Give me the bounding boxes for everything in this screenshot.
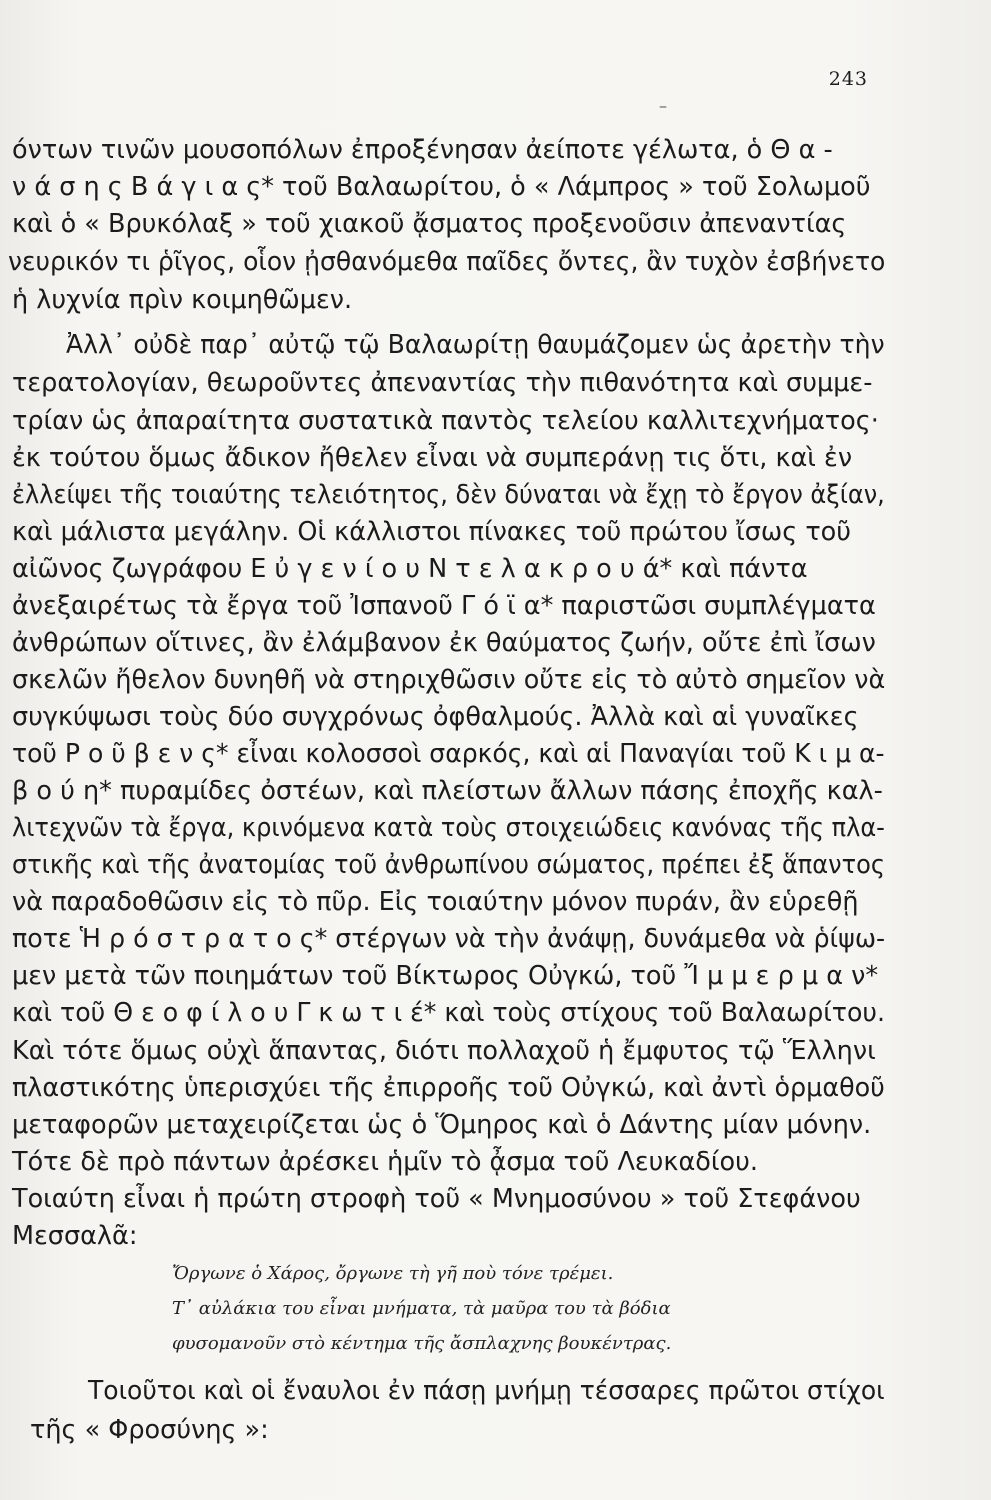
poem-line: Ὄργωνε ὁ Χάρος, ὄργωνε τὴ γῆ ποὺ τόνε τρέμει. (172, 1263, 614, 1284)
text-line: Μεσσαλᾶ: (12, 1221, 138, 1251)
poem-line: φυσομανοῦν στὸ κέντημα τῆς ἄσπλαχνης βουκέντρας. (172, 1333, 672, 1354)
text-line: μεταφορῶν μεταχειρίζεται ὡς ὁ Ὅμηρος καὶ ὁ Δάντης μίαν μόνην. (12, 1110, 872, 1140)
text-line: καὶ μάλιστα μεγάλην. Οἱ κάλλιστοι πίνακες τοῦ πρώτου ἴσως τοῦ (12, 517, 852, 547)
text-line: λιτεχνῶν τὰ ἔργα, κρινόμενα κατὰ τοὺς στοιχειώδεις κανόνας τῆς πλα- (12, 813, 885, 843)
text-line: τοῦ Ρ ο ῦ β ε ν ς* εἶναι κολοσσοὶ σαρκός, καὶ αἱ Παναγίαι τοῦ Κ ι μ α- (12, 739, 885, 769)
text-line: Τοιοῦτοι καὶ οἱ ἔναυλοι ἐν πάσῃ μνήμῃ τέσσαρες πρῶτοι στίχοι (88, 1376, 885, 1406)
poem-line: Τ᾽ αὐλάκια του εἶναι μνήματα, τὰ μαῦρα του τὰ βόδια (172, 1298, 671, 1319)
text-line: συγκύψωσι τοὺς δύο συγχρόνως ὀφθαλμούς. Ἀλλὰ καὶ αἱ γυναῖκες (12, 702, 859, 732)
text-line: ἐκ τούτου ὅμως ἄδικον ἤθελεν εἶναι νὰ συμπεράνῃ τις ὅτι, καὶ ἐν (12, 443, 853, 473)
text-line: καὶ ὁ « Βρυκόλαξ » τοῦ χιακοῦ ᾄσματος προξενοῦσιν ἀπεναντίας (12, 209, 847, 239)
text-line: ποτε Ἡ ρ ό σ τ ρ α τ ο ς* στέργων νὰ τὴν ἀνάψῃ, δυνάμεθα νὰ ῥίψω- (12, 924, 886, 954)
text-line: τερατολογίαν, θεωροῦντες ἀπεναντίας τὴν πιθανότητα καὶ συμμε- (12, 368, 873, 398)
text-line: ἀνθρώπων οἵτινες, ἂν ἐλάμβανον ἐκ θαύματος ζωήν, οὔτε ἐπὶ ἴσων (12, 628, 876, 658)
text-line: στικῆς καὶ τῆς ἀνατομίας τοῦ ἀνθρωπίνου σώματος, πρέπει ἐξ ἅπαντος (12, 850, 885, 880)
text-line: ν ά σ η ς Β ά γ ι α ς* τοῦ Βαλαωρίτου, ὁ « Λάμπρος » τοῦ Σολωμοῦ (12, 172, 871, 202)
text-line: μεν μετὰ τῶν ποιημάτων τοῦ Βίκτωρος Οὐγκώ, τοῦ Ἴ μ μ ε ρ μ α ν* (12, 961, 879, 991)
text-line: πλαστικότης ὑπερισχύει τῆς ἐπιρροῆς τοῦ Οὐγκώ, καὶ ἀντὶ ὁρμαθοῦ (12, 1073, 885, 1103)
text-line: σκελῶν ἤθελον δυνηθῆ νὰ στηριχθῶσιν οὔτε εἰς τὸ αὐτὸ σημεῖον νὰ (12, 665, 886, 695)
text-line: αἰῶνος ζωγράφου Ε ὐ γ ε ν ί ο υ Ν τ ε λ α κ ρ ο υ ά* καὶ πάντα (12, 554, 808, 584)
text-line: καὶ τοῦ Θ ε ο φ ί λ ο υ Γ κ ω τ ι έ* καὶ τοὺς στίχους τοῦ Βαλαωρίτου. (12, 998, 886, 1028)
page-number: 243 (828, 68, 868, 90)
text-line: τρίαν ὡς ἀπαραίτητα συστατικὰ παντὸς τελείου καλλιτεχνήματος· (12, 406, 879, 436)
text-line: Ἀλλ᾽ οὐδὲ παρ᾽ αὐτῷ τῷ Βαλαωρίτῃ θαυμάζομεν ὡς ἀρετὴν τὴν (66, 330, 885, 360)
text-line: β ο ύ η* πυραμίδες ὀστέων, καὶ πλείστων ἄλλων πάσης ἐποχῆς καλ- (12, 776, 883, 806)
text-line: ἀνεξαιρέτως τὰ ἔργα τοῦ Ἰσπανοῦ Γ ό ϊ α* παριστῶσι συμπλέγματα (12, 591, 876, 621)
text-line: ἡ λυχνία πρὶν κοιμηθῶμεν. (12, 285, 353, 315)
text-line: Καὶ τότε ὅμως οὐχὶ ἅπαντας, διότι πολλαχοῦ ἡ ἔμφυτος τῷ Ἕλληνι (12, 1036, 876, 1066)
text-line: όντων τινῶν μουσοπόλων ἐπροξένησαν ἀείποτε γέλωτα, ὁ Θ α - (12, 135, 833, 165)
text-line: τῆς « Φροσύνης »: (30, 1415, 269, 1445)
text-line: νὰ παραδοθῶσιν εἰς τὸ πῦρ. Εἰς τοιαύτην μόνον πυράν, ἂν εὑρεθῇ (12, 887, 859, 917)
text-line: Τότε δὲ πρὸ πάντων ἀρέσκει ἡμῖν τὸ ᾆσμα τοῦ Λευκαδίου. (12, 1147, 758, 1177)
text-line: ἐλλείψει τῆς τοιαύτης τελειότητος, δὲν δύναται νὰ ἔχῃ τὸ ἔργον ἀξίαν, (12, 480, 885, 510)
header-dash: – (659, 96, 667, 115)
text-line: νευρικόν τι ῥῖγος, οἷον ᾐσθανόμεθα παῖδες ὄντες, ἂν τυχὸν ἐσβήνετο (8, 247, 886, 277)
text-line: Τοιαύτη εἶναι ἡ πρώτη στροφὴ τοῦ « Μνημοσύνου » τοῦ Στεφάνου (12, 1184, 861, 1214)
